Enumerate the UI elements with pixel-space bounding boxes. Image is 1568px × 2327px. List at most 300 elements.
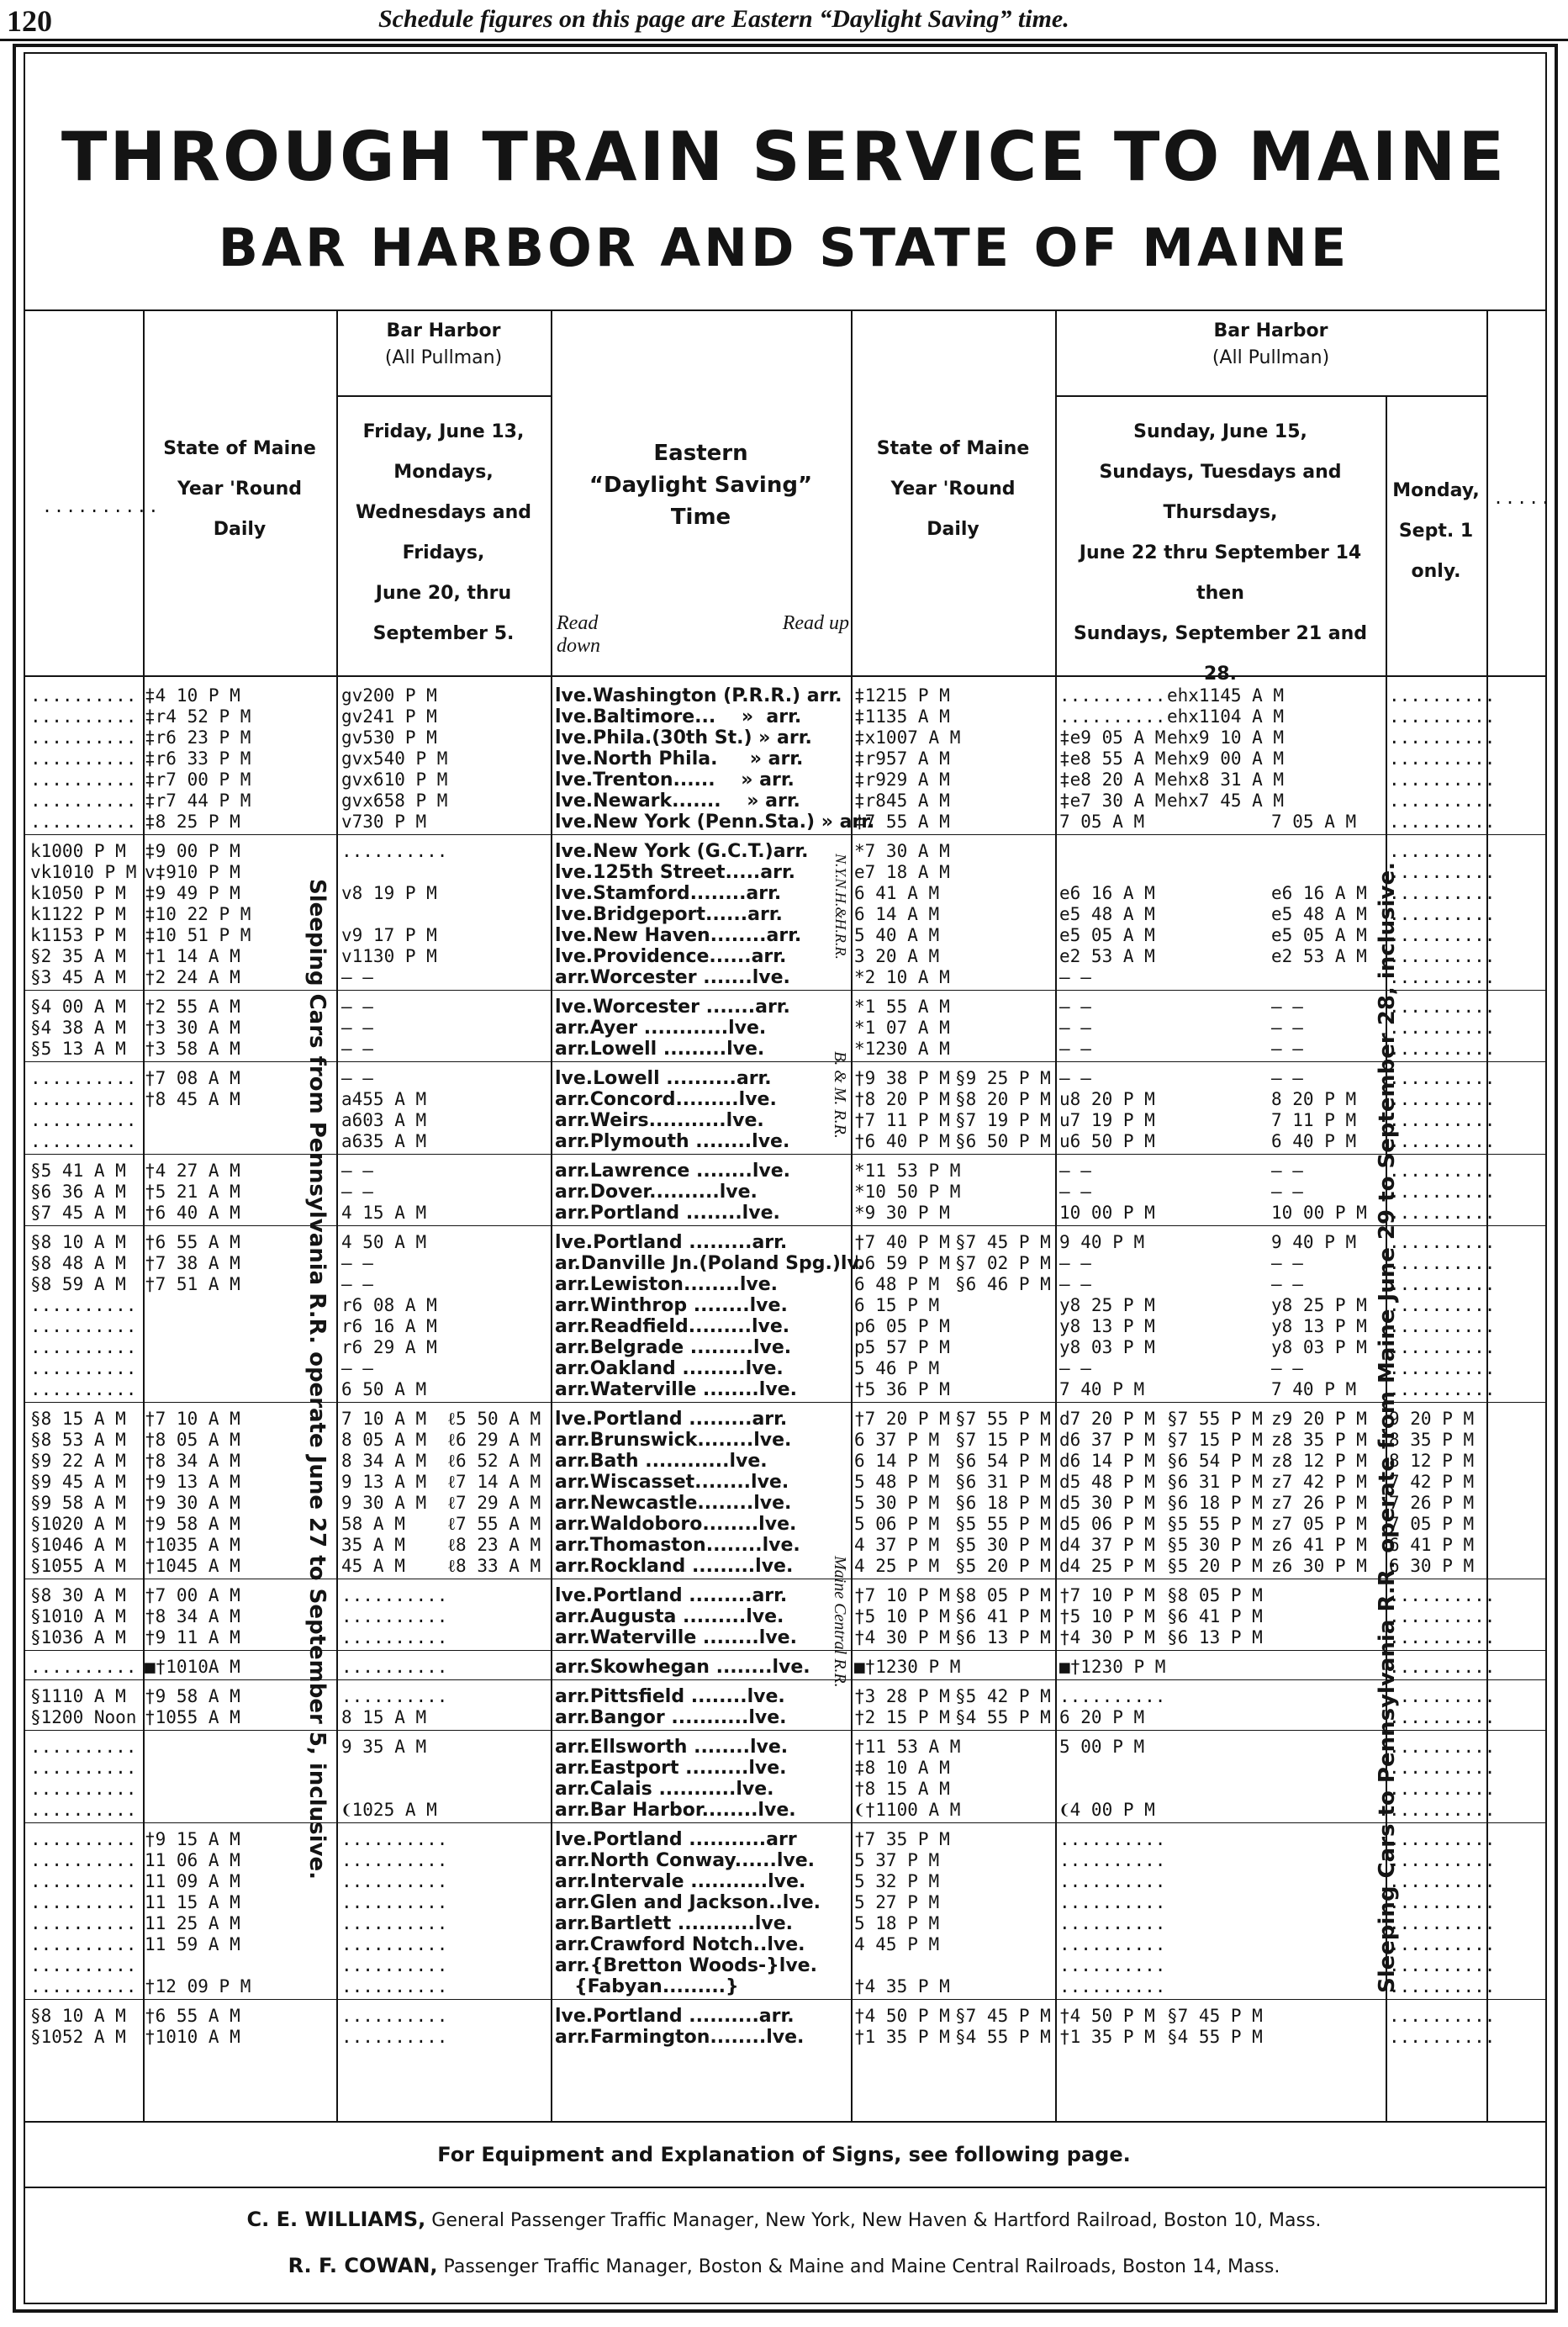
col-lead-dots: .......... <box>30 1779 137 1799</box>
row-group-rule <box>25 990 1545 991</box>
col-bh-right-a: †4 30 P M <box>1059 1627 1155 1647</box>
col-lead-dots: §8 15 A M <box>30 1409 126 1429</box>
col-state-left-a: ‡r7 00 P M <box>145 769 251 790</box>
col-state-right-b: §7 19 P M <box>955 1110 1051 1130</box>
col-bh-left-a: .......... <box>341 1686 448 1706</box>
col-state-right-b: §6 41 P M <box>955 1606 1051 1626</box>
header-rule <box>0 39 1568 41</box>
col-station: arr.Waterville ........lve. <box>555 1627 797 1648</box>
col-station: arr.North Conway......lve. <box>555 1850 816 1871</box>
col-station: arr.Concord.........lve. <box>555 1089 777 1110</box>
col-monday: .......... <box>1389 862 1496 882</box>
col-state-left-a: †6 40 A M <box>145 1203 240 1223</box>
col-state-right-a: †9 38 P M <box>854 1068 950 1088</box>
col-bh-left-a: – – <box>341 1182 373 1202</box>
col-state-right-a: 6 41 A M <box>854 883 940 903</box>
col-bh-left-a: 8 15 A M <box>341 1707 427 1727</box>
col-bh-right-a: – – <box>1059 1182 1091 1202</box>
col-bh-right-c: – – <box>1271 1039 1303 1059</box>
col-monday: .......... <box>1389 904 1496 924</box>
col-monday: .......... <box>1389 1913 1496 1933</box>
col-lead-dots: .......... <box>30 791 137 811</box>
col-bh-right-b: §6 13 P M <box>1167 1627 1263 1647</box>
col-lead-dots: .......... <box>30 685 137 706</box>
col-station: lve.Newark....... » arr. <box>555 791 800 812</box>
col-monday: 7 42 P M <box>1389 1472 1475 1492</box>
col-state-right-a: 4 25 P M <box>854 1556 940 1576</box>
col-bh-right-a: .......... <box>1059 706 1166 727</box>
row-group-rule <box>25 1225 1545 1226</box>
col-station: arr.Weirs...........lve. <box>555 1110 764 1131</box>
col-lead-dots: k1122 P M <box>30 904 126 924</box>
col-bh-right-c: z7 05 P M <box>1271 1514 1367 1534</box>
col-station: lve.North Phila. » arr. <box>555 748 804 769</box>
col-state-left-a: ‡9 49 P M <box>145 883 240 903</box>
col-bh-left-a: 35 A M <box>341 1535 405 1555</box>
col-state-right-b: §7 45 P M <box>955 2006 1051 2026</box>
col-state-left-a: †7 38 A M <box>145 1253 240 1273</box>
col-state-right-a: 5 40 A M <box>854 925 940 945</box>
col-lead-dots: §1055 A M <box>30 1556 126 1576</box>
col-state-left-a: 11 59 A M <box>145 1934 240 1954</box>
col-station: arr.Ellsworth ........lve. <box>555 1737 789 1758</box>
row-group-rule <box>25 1061 1545 1062</box>
col-station: arr.Skowhegan ........lve. <box>555 1657 810 1678</box>
col-bh-right-c: 6 40 P M <box>1271 1131 1357 1151</box>
col-bh-right-a: – – <box>1059 1358 1091 1378</box>
col-bh-left-b: ℓ8 23 A M <box>447 1535 541 1555</box>
col-bh-left-a: gvx540 P M <box>341 748 448 769</box>
row-group-rule <box>25 1402 1545 1403</box>
col-bh-left-a: – – <box>341 1018 373 1038</box>
col-state-right-b: §7 15 P M <box>955 1430 1051 1450</box>
col-bh-right-a: – – <box>1059 1161 1091 1181</box>
col-bh-right-b: ehx1104 A M <box>1167 706 1285 727</box>
table-row <box>0 769 1568 791</box>
footnote-rule <box>25 2187 1545 2188</box>
col-bh-left-a: .......... <box>341 2027 448 2047</box>
col-state-left-a: ‡10 51 P M <box>145 925 251 945</box>
col-bh-left-a: v730 P M <box>341 812 427 832</box>
col-lead-dots: .......... <box>30 1068 137 1088</box>
col-state-right-b: §4 55 P M <box>955 2027 1051 2047</box>
col-bh-left-a: ❨1025 A M <box>341 1800 437 1820</box>
col-bh-left-a: 9 30 A M <box>341 1493 427 1513</box>
col-lead-dots: .......... <box>30 1913 137 1933</box>
col-bh-left-a: – – <box>341 1253 373 1273</box>
col-state-left-a: †1045 A M <box>145 1556 240 1576</box>
col-station: lve.New Haven........arr. <box>555 925 802 946</box>
col-bh-right-a: – – <box>1059 967 1091 987</box>
col-monday: .......... <box>1389 967 1496 987</box>
col-bh-left-a: v9 17 P M <box>341 925 437 945</box>
table-row <box>0 1358 1568 1379</box>
col-bh-right-b: ehx1145 A M <box>1167 685 1285 706</box>
footnote: For Equipment and Explanation of Signs, see following page. <box>437 2143 1131 2166</box>
col-bh-left-a: 9 35 A M <box>341 1737 427 1757</box>
table-row <box>0 1934 1568 1955</box>
col-bh-right-c: z8 12 P M <box>1271 1451 1367 1471</box>
table-row <box>0 1068 1568 1089</box>
col-state-left-a: †7 00 A M <box>145 1585 240 1605</box>
col-state-right-a: †7 10 P M <box>854 1585 950 1605</box>
col-lead-dots: .......... <box>30 1110 137 1130</box>
table-row <box>0 1451 1568 1472</box>
col-lead-dots: §8 30 A M <box>30 1585 126 1605</box>
col-lead-dots: .......... <box>30 1955 137 1975</box>
col-station: lve.125th Street.....arr. <box>555 862 796 883</box>
col-state-right-a: †5 36 P M <box>854 1379 950 1399</box>
table-row <box>0 748 1568 769</box>
table-row <box>0 1039 1568 1060</box>
col-lead-dots: .......... <box>30 1737 137 1757</box>
table-row <box>0 967 1568 988</box>
col-state-right-a: †5 10 P M <box>854 1606 950 1626</box>
col-state-left-a: ‡r4 52 P M <box>145 706 251 727</box>
col-state-right-b: §4 55 P M <box>955 1707 1051 1727</box>
col-bh-right-c: – – <box>1271 997 1303 1017</box>
col-bh-right-c: y8 25 P M <box>1271 1295 1367 1315</box>
col-lead-dots: .......... <box>30 1131 137 1151</box>
header-bar-harbor-left: Bar Harbor (All Pullman) <box>384 320 503 368</box>
col-state-left-a: †9 58 A M <box>145 1514 240 1534</box>
col-state-right-a: 5 27 P M <box>854 1892 940 1912</box>
rail-label-nynh: N.Y.N.H.&H.R.R. <box>832 854 849 960</box>
col-state-right-a: †6 40 P M <box>854 1131 950 1151</box>
col-bh-right-c: y8 03 P M <box>1271 1337 1367 1357</box>
col-bh-left-a: .......... <box>341 1606 448 1626</box>
col-state-left-a: †1 14 A M <box>145 946 240 966</box>
bh-right-header-rule <box>1055 395 1486 397</box>
col-state-right-a: ■†1230 P M <box>854 1657 961 1677</box>
col-monday: .......... <box>1389 685 1496 706</box>
col-bh-right-a: y8 13 P M <box>1059 1316 1155 1336</box>
col-bh-right-c: 7 40 P M <box>1271 1379 1357 1399</box>
col-lead-dots: .......... <box>30 1316 137 1336</box>
header-dots-left: .......... <box>42 496 161 516</box>
col-bh-right-c: – – <box>1271 1182 1303 1202</box>
col-bh-right-c: – – <box>1271 1358 1303 1378</box>
col-state-right-a: *1 07 A M <box>854 1018 950 1038</box>
col-monday: .......... <box>1389 1018 1496 1038</box>
col-station: arr.Portland ........lve. <box>555 1203 780 1224</box>
row-group-rule <box>25 1999 1545 2000</box>
col-monday: .......... <box>1389 1892 1496 1912</box>
table-row <box>0 1913 1568 1934</box>
table-row <box>0 1606 1568 1627</box>
col-station: arr.Bartlett ...........lve. <box>555 1913 793 1934</box>
col-state-right-a: †4 35 P M <box>854 1976 950 1996</box>
col-station: lve.Portland ...........arr <box>555 1829 797 1850</box>
col-bh-right-a: .......... <box>1059 1934 1166 1954</box>
col-state-right-a: ❨†1100 A M <box>854 1800 961 1820</box>
col-state-left-a: †9 30 A M <box>145 1493 240 1513</box>
col-lead-dots: vk1010 P M <box>30 862 137 882</box>
col-bh-right-a: y8 03 P M <box>1059 1337 1155 1357</box>
col-bh-left-a: .......... <box>341 1913 448 1933</box>
col-bh-right-a: d5 06 P M <box>1059 1514 1155 1534</box>
col-state-left-a: ‡4 10 P M <box>145 685 240 706</box>
col-bh-right-a: e6 16 A M <box>1059 883 1155 903</box>
table-row <box>0 1472 1568 1493</box>
col-bh-left-a: r6 08 A M <box>341 1295 437 1315</box>
col-station: arr.Bangor ...........lve. <box>555 1707 787 1728</box>
col-bh-right-a: †1 35 P M <box>1059 2027 1155 2047</box>
col-state-right-b: §5 55 P M <box>955 1514 1051 1534</box>
table-row <box>0 1409 1568 1430</box>
running-head: Schedule figures on this page are Eastern “Daylight Saving” time. <box>378 5 1069 33</box>
table-row <box>0 1850 1568 1871</box>
col-monday: .......... <box>1389 1295 1496 1315</box>
col-bh-right-a: .......... <box>1059 1976 1166 1996</box>
col-monday: .......... <box>1389 1161 1496 1181</box>
table-row <box>0 883 1568 904</box>
col-bh-right-a: – – <box>1059 997 1091 1017</box>
col-bh-right-c: z8 35 P M <box>1271 1430 1367 1450</box>
col-bh-right-a: .......... <box>1059 685 1166 706</box>
table-row <box>0 1514 1568 1535</box>
table-row <box>0 841 1568 862</box>
col-state-right-a: †7 20 P M <box>854 1409 950 1429</box>
col-state-right-a: †8 20 P M <box>854 1089 950 1109</box>
col-bh-right-a: 5 00 P M <box>1059 1737 1145 1757</box>
col-bh-left-a: a635 A M <box>341 1131 427 1151</box>
col-lead-dots: .......... <box>30 1758 137 1778</box>
table-row <box>0 862 1568 883</box>
col-lead-dots: §3 45 A M <box>30 967 126 987</box>
col-monday: .......... <box>1389 1976 1496 1996</box>
col-lead-dots: §1200 Noon <box>30 1707 137 1727</box>
col-state-left-a: †1055 A M <box>145 1707 240 1727</box>
col-bh-right-c: y8 13 P M <box>1271 1316 1367 1336</box>
col-bh-left-a: 6 50 A M <box>341 1379 427 1399</box>
col-state-left-a: †7 51 A M <box>145 1274 240 1294</box>
header-bh-right-dates: Sunday, June 15, Sundays, Tuesdays and Thursdays, June 22 thru September 14 then Sundays, September 21 and 28. <box>1073 421 1368 685</box>
col-bh-left-a: 4 50 A M <box>341 1232 427 1252</box>
col-state-right-a: *11 53 P M <box>854 1161 961 1181</box>
col-bh-right-a: – – <box>1059 1018 1091 1038</box>
table-row <box>0 1657 1568 1678</box>
col-state-right-b: §6 13 P M <box>955 1627 1051 1647</box>
col-state-left-a: †6 55 A M <box>145 2006 240 2026</box>
col-bh-right-a: 10 00 P M <box>1059 1203 1155 1223</box>
col-state-right-a: †1 35 P M <box>854 2027 950 2047</box>
col-lead-dots: §8 59 A M <box>30 1274 126 1294</box>
table-row <box>0 1089 1568 1110</box>
col-bh-left-a: .......... <box>341 1657 448 1677</box>
col-state-left-a: ■†1010A M <box>145 1657 240 1677</box>
col-bh-right-a: †4 50 P M <box>1059 2006 1155 2026</box>
col-station: arr.Dover..........lve. <box>555 1182 758 1203</box>
bh-left-header-rule <box>336 395 551 397</box>
col-bh-left-a: – – <box>341 1161 373 1181</box>
col-station: arr.Winthrop ........lve. <box>555 1295 788 1316</box>
col-state-left-a: ‡r7 44 P M <box>145 791 251 811</box>
col-state-right-a: ‡7 55 A M <box>854 812 950 832</box>
col-state-right-a: †8 15 A M <box>854 1779 950 1799</box>
col-bh-left-a: .......... <box>341 1585 448 1605</box>
col-state-right-a: *2 10 A M <box>854 967 950 987</box>
col-monday: .......... <box>1389 1737 1496 1757</box>
col-bh-right-a: †5 10 P M <box>1059 1606 1155 1626</box>
col-state-right-a: *7 30 A M <box>854 841 950 861</box>
col-bh-right-a: 7 05 A M <box>1059 812 1145 832</box>
col-station: arr.Ayer ............lve. <box>555 1018 767 1039</box>
col-lead-dots: §1110 A M <box>30 1686 126 1706</box>
col-bh-right-a: †7 10 P M <box>1059 1585 1155 1605</box>
col-state-right-a: 5 32 P M <box>854 1871 940 1891</box>
col-bh-right-a: d7 20 P M <box>1059 1409 1155 1429</box>
col-station: arr.Glen and Jackson..lve. <box>555 1892 821 1913</box>
table-bottom-rule <box>25 2121 1545 2123</box>
col-bh-left-a: – – <box>341 967 373 987</box>
col-lead-dots: §5 41 A M <box>30 1161 126 1181</box>
col-state-right-a: 6 48 P M <box>854 1274 940 1294</box>
col-station: lve.Providence......arr. <box>555 946 787 967</box>
col-bh-left-a: – – <box>341 1358 373 1378</box>
col-bh-right-a: d5 48 P M <box>1059 1472 1155 1492</box>
col-lead-dots: §9 45 A M <box>30 1472 126 1492</box>
col-monday: .......... <box>1389 1316 1496 1336</box>
table-row <box>0 925 1568 946</box>
table-row <box>0 1110 1568 1131</box>
col-lead-dots: §9 22 A M <box>30 1451 126 1471</box>
table-row <box>0 1556 1568 1577</box>
credit-1-text: General Passenger Traffic Manager, New York, New Haven & Hartford Railroad, Boston 10, Mass. <box>425 2210 1322 2231</box>
col-bh-left-a: v8 19 P M <box>341 883 437 903</box>
table-row <box>0 1161 1568 1182</box>
col-bh-left-b: ℓ6 52 A M <box>447 1451 541 1471</box>
col-lead-dots: .......... <box>30 1800 137 1820</box>
col-monday: 8 35 P M <box>1389 1430 1475 1450</box>
col-monday: .......... <box>1389 1585 1496 1605</box>
col-bh-left-b: ℓ8 33 A M <box>447 1556 541 1576</box>
col-bh-left-a: .......... <box>341 1871 448 1891</box>
col-bh-right-c: 7 11 P M <box>1271 1110 1357 1130</box>
col-state-right-a: p6 05 P M <box>854 1316 950 1336</box>
col-bh-left-a: .......... <box>341 841 448 861</box>
col-bh-left-b: ℓ6 29 A M <box>447 1430 541 1450</box>
col-bh-right-b: §7 55 P M <box>1167 1409 1263 1429</box>
col-bh-right-c: e5 05 A M <box>1271 925 1367 945</box>
read-down-label: Read down <box>557 612 601 657</box>
table-row <box>0 1976 1568 1997</box>
col-bh-right-c: – – <box>1271 1018 1303 1038</box>
col-bh-right-b: §6 18 P M <box>1167 1493 1263 1513</box>
col-state-right-a: *1230 A M <box>854 1039 950 1059</box>
col-state-left-a: †12 09 P M <box>145 1976 251 1996</box>
rail-label-bm: B. & M. R.R. <box>831 1051 849 1139</box>
col-state-right-b: §6 46 P M <box>955 1274 1051 1294</box>
page-subtitle: BAR HARBOR AND STATE OF MAINE <box>218 217 1350 278</box>
col-station: lve.Portland ..........arr. <box>555 2006 795 2027</box>
col-monday: .......... <box>1389 883 1496 903</box>
col-bh-right-a: ‡e9 05 A M <box>1059 727 1166 748</box>
col-state-left-a: †9 13 A M <box>145 1472 240 1492</box>
col-state-left-a: †3 58 A M <box>145 1039 240 1059</box>
col-bh-right-b: §7 45 P M <box>1167 2006 1263 2026</box>
col-state-left-a: †3 30 A M <box>145 1018 240 1038</box>
rail-label-mc: Maine Central R.R. <box>831 1556 849 1688</box>
col-state-right-a: 5 18 P M <box>854 1913 940 1933</box>
table-row <box>0 1829 1568 1850</box>
col-state-left-a: †4 27 A M <box>145 1161 240 1181</box>
col-bh-right-a: u6 50 P M <box>1059 1131 1155 1151</box>
col-station: lve.Portland .........arr. <box>555 1585 788 1606</box>
col-state-left-a: †6 55 A M <box>145 1232 240 1252</box>
col-monday: .......... <box>1389 727 1496 748</box>
col-bh-right-c: e6 16 A M <box>1271 883 1367 903</box>
table-row <box>0 727 1568 748</box>
col-station: arr.Bath ............lve. <box>555 1451 768 1472</box>
col-station: lve.Trenton...... » arr. <box>555 769 795 791</box>
col-bh-left-a: – – <box>341 1068 373 1088</box>
col-state-left-a: †9 58 A M <box>145 1686 240 1706</box>
col-bh-right-c: z9 20 P M <box>1271 1409 1367 1429</box>
col-bh-right-c: z6 41 P M <box>1271 1535 1367 1555</box>
col-bh-right-a: .......... <box>1059 1913 1166 1933</box>
col-bh-left-a: gv200 P M <box>341 685 437 706</box>
col-state-right-a: †2 15 P M <box>854 1707 950 1727</box>
col-monday: .......... <box>1389 2006 1496 2026</box>
header-state-left: State of Maine Year 'Round Daily <box>163 438 316 540</box>
col-monday: .......... <box>1389 1934 1496 1954</box>
row-group-rule <box>25 1730 1545 1731</box>
col-bh-right-b: §5 20 P M <box>1167 1556 1263 1576</box>
col-bh-left-a: .......... <box>341 1955 448 1975</box>
col-monday: .......... <box>1389 1274 1496 1294</box>
col-state-right-a: 6 15 P M <box>854 1295 940 1315</box>
col-lead-dots: .......... <box>30 1089 137 1109</box>
col-bh-right-b: §6 54 P M <box>1167 1451 1263 1471</box>
col-monday: 9 20 P M <box>1389 1409 1475 1429</box>
col-bh-right-a: – – <box>1059 1253 1091 1273</box>
col-monday: .......... <box>1389 946 1496 966</box>
table-row <box>0 1274 1568 1295</box>
col-bh-right-a: .......... <box>1059 1871 1166 1891</box>
col-station: arr.{Bretton Woods-}lve. <box>555 1955 817 1976</box>
table-row <box>0 1131 1568 1152</box>
col-bh-right-a: u7 19 P M <box>1059 1110 1155 1130</box>
row-group-rule <box>25 1822 1545 1823</box>
table-row <box>0 1955 1568 1976</box>
col-state-left-a: †8 34 A M <box>145 1606 240 1626</box>
col-bh-left-a: .......... <box>341 1976 448 1996</box>
col-monday: 7 05 P M <box>1389 1514 1475 1534</box>
row-group-rule <box>25 1679 1545 1680</box>
col-monday: .......... <box>1389 1829 1496 1849</box>
col-state-right-a: ‡x1007 A M <box>854 727 961 748</box>
table-row <box>0 1707 1568 1728</box>
col-bh-right-c: z7 42 P M <box>1271 1472 1367 1492</box>
col-station: arr.Belgrade .........lve. <box>555 1337 792 1358</box>
col-state-right-a: 3 20 A M <box>854 946 940 966</box>
col-bh-right-c: e2 53 A M <box>1271 946 1367 966</box>
col-state-left-a: v‡910 P M <box>145 862 240 882</box>
col-bh-left-a: 4 15 A M <box>341 1203 427 1223</box>
col-monday: .......... <box>1389 1379 1496 1399</box>
col-monday: .......... <box>1389 1203 1496 1223</box>
col-state-left-a: 11 15 A M <box>145 1892 240 1912</box>
col-monday: .......... <box>1389 706 1496 727</box>
col-monday: .......... <box>1389 1707 1496 1727</box>
col-state-right-a: 4 37 P M <box>854 1535 940 1555</box>
col-station: arr.Farmington........lve. <box>555 2027 805 2048</box>
col-bh-right-a: u8 20 P M <box>1059 1089 1155 1109</box>
table-row <box>0 904 1568 925</box>
col-bh-right-a: ‡e8 55 A M <box>1059 748 1166 769</box>
table-row <box>0 1871 1568 1892</box>
